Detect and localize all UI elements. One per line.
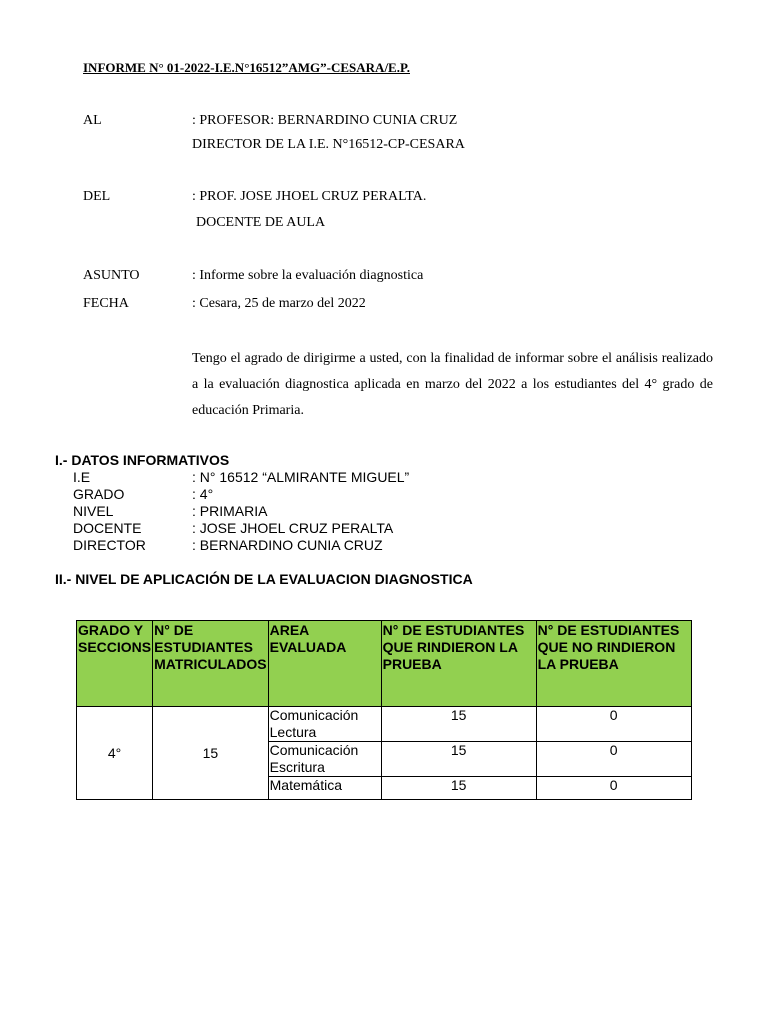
area-cell: Comunicación Escritura: [268, 742, 381, 777]
rindieron-cell: 15: [381, 777, 536, 800]
info-label-ie: I.E: [73, 469, 91, 485]
header-rindieron: N° DE ESTUDIANTES QUE RINDIERON LA PRUEBA: [381, 621, 536, 707]
header-matriculados: N° DE ESTUDIANTES MATRICULADOS: [153, 621, 269, 707]
asunto-label: ASUNTO: [83, 268, 140, 283]
area-cell: Matemática: [268, 777, 381, 800]
del-line-2: DOCENTE DE AULA: [196, 215, 326, 230]
info-label-grado: GRADO: [73, 486, 125, 502]
rindieron-cell: 15: [381, 707, 536, 742]
table-row: [77, 707, 692, 742]
evaluation-table: [76, 620, 692, 800]
area-cell: Comunicación Lectura: [268, 707, 381, 742]
al-line-1: : PROFESOR: BERNARDINO CUNIA CRUZ: [192, 113, 458, 128]
table-header-row: [77, 621, 692, 707]
info-label-director: DIRECTOR: [73, 537, 146, 553]
header-area: AREA EVALUADA: [268, 621, 381, 707]
intro-paragraph: Tengo el agrado de dirigirme a usted, con la finalidad de informar sobre el análisis realizado a la evaluación diagnostica aplicada en marzo del 2022 a los estudiantes del 4° grado de educación Primaria.: [192, 351, 713, 418]
info-value-nivel: : PRIMARIA: [192, 503, 268, 519]
matriculados-cell: 15: [153, 707, 269, 800]
info-value-docente: : JOSE JHOEL CRUZ PERALTA: [192, 520, 394, 536]
del-line-1: : PROF. JOSE JHOEL CRUZ PERALTA.: [192, 189, 427, 204]
info-value-grado: : 4°: [192, 486, 214, 502]
asunto-value: : Informe sobre la evaluación diagnostica: [192, 268, 424, 283]
no-rindieron-cell: 0: [536, 742, 691, 777]
del-label: DEL: [83, 189, 111, 204]
grado-cell: 4°: [77, 707, 153, 800]
info-value-ie: : N° 16512 “ALMIRANTE MIGUEL”: [192, 469, 410, 485]
section-2-heading: II.- NIVEL DE APLICACIÓN DE LA EVALUACION DIAGNOSTICA: [55, 571, 473, 587]
rindieron-cell: 15: [381, 742, 536, 777]
al-line-2: DIRECTOR DE LA I.E. N°16512-CP-CESARA: [192, 137, 465, 152]
info-label-docente: DOCENTE: [73, 520, 142, 536]
info-value-director: : BERNARDINO CUNIA CRUZ: [192, 537, 383, 553]
no-rindieron-cell: 0: [536, 777, 691, 800]
info-label-nivel: NIVEL: [73, 503, 114, 519]
header-grado: GRADO Y SECCIONS: [77, 621, 153, 707]
fecha-value: : Cesara, 25 de marzo del 2022: [192, 296, 366, 311]
fecha-label: FECHA: [83, 296, 129, 311]
section-1-heading: I.- DATOS INFORMATIVOS: [55, 452, 230, 468]
no-rindieron-cell: 0: [536, 707, 691, 742]
al-label: AL: [83, 113, 102, 128]
header-no-rindieron: N° DE ESTUDIANTES QUE NO RINDIERON LA PRUEBA: [536, 621, 691, 707]
report-title: INFORME N° 01-2022-I.E.N°16512”AMG”-CESARA/E.P.: [83, 60, 410, 75]
